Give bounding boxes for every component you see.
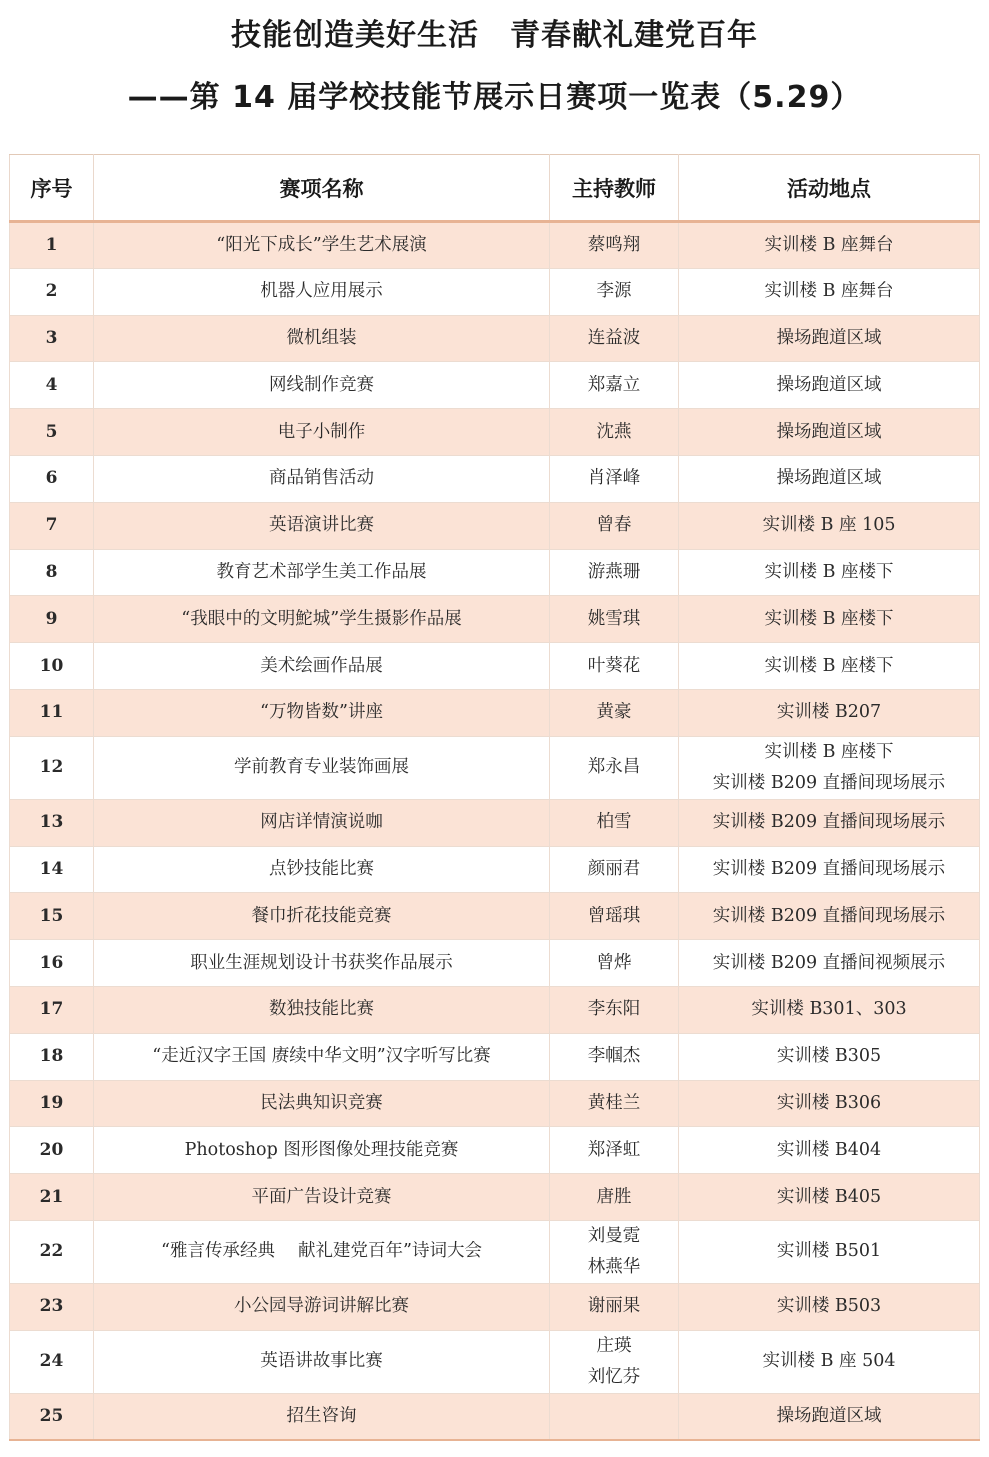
teacher-name: 姚雪琪 bbox=[587, 608, 641, 629]
location-line: 操场跑道区域 bbox=[776, 374, 882, 395]
table-row bbox=[10, 846, 980, 893]
host-teacher bbox=[550, 689, 679, 736]
table-row bbox=[10, 893, 980, 940]
location-line: 操场跑道区域 bbox=[776, 1405, 882, 1426]
event-location bbox=[679, 455, 980, 502]
event-name: 职业生涯规划设计书获奖作品展示 bbox=[94, 940, 550, 987]
event-location bbox=[679, 893, 980, 940]
location-line: 实训楼 B209 直播间现场展示 bbox=[712, 905, 946, 926]
table-body bbox=[10, 222, 980, 1441]
row-number: 14 bbox=[10, 846, 94, 893]
location-line: 实训楼 B 座舞台 bbox=[764, 234, 894, 255]
host-teacher bbox=[550, 596, 679, 643]
event-location bbox=[679, 940, 980, 987]
table-row bbox=[10, 799, 980, 846]
event-name: 网店详情演说咖 bbox=[94, 799, 550, 846]
location-line: 实训楼 B404 bbox=[776, 1139, 882, 1160]
row-number: 18 bbox=[10, 1033, 94, 1080]
row-number: 21 bbox=[10, 1174, 94, 1221]
table-row bbox=[10, 549, 980, 596]
row-number: 6 bbox=[10, 455, 94, 502]
host-teacher bbox=[550, 736, 679, 799]
event-name: 平面广告设计竞赛 bbox=[94, 1174, 550, 1221]
table-row bbox=[10, 1080, 980, 1127]
host-teacher bbox=[550, 268, 679, 315]
host-teacher bbox=[550, 643, 679, 690]
event-location bbox=[679, 502, 980, 549]
teacher-name: 刘曼霓 bbox=[587, 1225, 641, 1246]
table-row bbox=[10, 1393, 980, 1440]
table-row bbox=[10, 315, 980, 362]
row-number: 10 bbox=[10, 643, 94, 690]
teacher-name: 谢丽果 bbox=[587, 1296, 641, 1317]
teacher-name: 曾瑶琪 bbox=[587, 905, 641, 926]
teacher-name: 叶葵花 bbox=[587, 655, 641, 676]
event-name: 餐巾折花技能竞赛 bbox=[94, 893, 550, 940]
host-teacher bbox=[550, 1174, 679, 1221]
location-line: 实训楼 B305 bbox=[776, 1046, 882, 1067]
table-row bbox=[10, 596, 980, 643]
location-line: 实训楼 B 座楼下 bbox=[764, 655, 894, 676]
event-location bbox=[679, 409, 980, 456]
event-name: 英语讲故事比赛 bbox=[94, 1330, 550, 1393]
event-name: 点钞技能比赛 bbox=[94, 846, 550, 893]
teacher-name: 柏雪 bbox=[596, 812, 632, 833]
location-line: 实训楼 B209 直播间现场展示 bbox=[712, 772, 946, 793]
row-number: 7 bbox=[10, 502, 94, 549]
event-name: 民法典知识竞赛 bbox=[94, 1080, 550, 1127]
event-location bbox=[679, 689, 980, 736]
table-row bbox=[10, 940, 980, 987]
event-name: 英语演讲比赛 bbox=[94, 502, 550, 549]
event-location bbox=[679, 549, 980, 596]
teacher-name: 郑永昌 bbox=[587, 757, 641, 778]
host-teacher bbox=[550, 455, 679, 502]
location-line: 实训楼 B209 直播间视频展示 bbox=[712, 952, 946, 973]
row-number: 12 bbox=[10, 736, 94, 799]
table-row bbox=[10, 736, 980, 799]
column-header-event-name: 赛项名称 bbox=[94, 155, 550, 222]
row-number: 8 bbox=[10, 549, 94, 596]
row-number: 15 bbox=[10, 893, 94, 940]
location-line: 实训楼 B 座楼下 bbox=[764, 561, 894, 582]
location-line: 实训楼 B 座 504 bbox=[762, 1351, 896, 1372]
event-location bbox=[679, 596, 980, 643]
location-line: 实训楼 B306 bbox=[776, 1092, 882, 1113]
row-number: 24 bbox=[10, 1330, 94, 1393]
event-location bbox=[679, 846, 980, 893]
event-name: “走近汉字王国 赓续中华文明”汉字听写比赛 bbox=[94, 1033, 550, 1080]
event-name: “雅言传承经典 献礼建党百年”诗词大会 bbox=[94, 1220, 550, 1283]
event-location bbox=[679, 1033, 980, 1080]
host-teacher bbox=[550, 362, 679, 409]
teacher-name: 郑泽虹 bbox=[587, 1139, 641, 1160]
event-location bbox=[679, 1127, 980, 1174]
table-row bbox=[10, 1330, 980, 1393]
location-line: 操场跑道区域 bbox=[776, 327, 882, 348]
row-number: 17 bbox=[10, 986, 94, 1033]
event-location bbox=[679, 1330, 980, 1393]
teacher-name: 曾烨 bbox=[596, 952, 632, 973]
row-number: 5 bbox=[10, 409, 94, 456]
row-number: 23 bbox=[10, 1283, 94, 1330]
table-row bbox=[10, 1283, 980, 1330]
event-name: 电子小制作 bbox=[94, 409, 550, 456]
location-line: 实训楼 B 座舞台 bbox=[764, 281, 894, 302]
location-line: 实训楼 B301、303 bbox=[751, 999, 907, 1020]
location-line: 实训楼 B207 bbox=[776, 702, 882, 723]
page-title: 技能创造美好生活 青春献礼建党百年 bbox=[231, 18, 758, 53]
table-row bbox=[10, 222, 980, 269]
teacher-name: 黄桂兰 bbox=[587, 1092, 641, 1113]
event-name: Photoshop 图形图像处理技能竞赛 bbox=[94, 1127, 550, 1174]
teacher-name: 颜丽君 bbox=[587, 858, 641, 879]
location-line: 实训楼 B501 bbox=[776, 1241, 882, 1262]
table-row bbox=[10, 455, 980, 502]
row-number: 16 bbox=[10, 940, 94, 987]
location-line: 实训楼 B 座楼下 bbox=[764, 741, 894, 762]
location-line: 实训楼 B209 直播间现场展示 bbox=[712, 812, 946, 833]
teacher-name: 李源 bbox=[596, 281, 632, 302]
table-row bbox=[10, 1033, 980, 1080]
host-teacher bbox=[550, 502, 679, 549]
location-line: 操场跑道区域 bbox=[776, 421, 882, 442]
row-number: 3 bbox=[10, 315, 94, 362]
teacher-name: 沈燕 bbox=[596, 421, 632, 442]
table-row bbox=[10, 502, 980, 549]
teacher-name: 唐胜 bbox=[596, 1186, 632, 1207]
event-location bbox=[679, 736, 980, 799]
row-number: 22 bbox=[10, 1220, 94, 1283]
page-subtitle: ——第 14 届学校技能节展示日赛项一览表（5.29） bbox=[127, 80, 862, 115]
teacher-name: 林燕华 bbox=[587, 1256, 641, 1277]
event-location bbox=[679, 1393, 980, 1440]
teacher-name: 肖泽峰 bbox=[587, 468, 641, 489]
host-teacher bbox=[550, 799, 679, 846]
table-row bbox=[10, 689, 980, 736]
row-number: 19 bbox=[10, 1080, 94, 1127]
events-table bbox=[9, 154, 980, 1441]
host-teacher bbox=[550, 893, 679, 940]
teacher-name: 黄豪 bbox=[596, 702, 632, 723]
host-teacher bbox=[550, 1330, 679, 1393]
event-name: 教育艺术部学生美工作品展 bbox=[94, 549, 550, 596]
location-line: 实训楼 B 座楼下 bbox=[764, 608, 894, 629]
teacher-name: 庄瑛 bbox=[596, 1335, 632, 1356]
event-name: “我眼中的文明鮀城”学生摄影作品展 bbox=[94, 596, 550, 643]
teacher-name: 李帼杰 bbox=[587, 1046, 641, 1067]
event-location bbox=[679, 643, 980, 690]
event-name: 微机组装 bbox=[94, 315, 550, 362]
event-location bbox=[679, 1220, 980, 1283]
column-header-location: 活动地点 bbox=[679, 155, 980, 222]
row-number: 9 bbox=[10, 596, 94, 643]
host-teacher bbox=[550, 1127, 679, 1174]
row-number: 4 bbox=[10, 362, 94, 409]
event-name: 网线制作竞赛 bbox=[94, 362, 550, 409]
event-location bbox=[679, 315, 980, 362]
row-number: 13 bbox=[10, 799, 94, 846]
event-name: “万物皆数”讲座 bbox=[94, 689, 550, 736]
table-row bbox=[10, 1220, 980, 1283]
event-location bbox=[679, 986, 980, 1033]
column-header-host-teacher: 主持教师 bbox=[550, 155, 679, 222]
row-number: 1 bbox=[10, 222, 94, 269]
teacher-name: 曾春 bbox=[596, 515, 632, 536]
table-row bbox=[10, 362, 980, 409]
row-number: 25 bbox=[10, 1393, 94, 1440]
host-teacher bbox=[550, 846, 679, 893]
location-line: 实训楼 B503 bbox=[776, 1296, 882, 1317]
host-teacher bbox=[550, 1080, 679, 1127]
event-location bbox=[679, 222, 980, 269]
table-row bbox=[10, 1127, 980, 1174]
event-location bbox=[679, 268, 980, 315]
host-teacher bbox=[550, 315, 679, 362]
event-location bbox=[679, 799, 980, 846]
table-row bbox=[10, 643, 980, 690]
teacher-name: 郑嘉立 bbox=[587, 374, 641, 395]
event-name: 招生咨询 bbox=[94, 1393, 550, 1440]
location-line: 操场跑道区域 bbox=[776, 468, 882, 489]
table-header-row bbox=[10, 155, 980, 222]
row-number: 20 bbox=[10, 1127, 94, 1174]
host-teacher bbox=[550, 1033, 679, 1080]
event-name: 商品销售活动 bbox=[94, 455, 550, 502]
row-number: 2 bbox=[10, 268, 94, 315]
table-row bbox=[10, 986, 980, 1033]
teacher-name: 连益波 bbox=[587, 327, 641, 348]
host-teacher bbox=[550, 940, 679, 987]
table-row bbox=[10, 409, 980, 456]
location-line: 实训楼 B 座 105 bbox=[762, 515, 896, 536]
event-name: 学前教育专业装饰画展 bbox=[94, 736, 550, 799]
column-header-number: 序号 bbox=[10, 155, 94, 222]
event-location bbox=[679, 1080, 980, 1127]
teacher-name: 李东阳 bbox=[587, 999, 641, 1020]
teacher-name: 刘忆芬 bbox=[587, 1366, 641, 1387]
event-name: 数独技能比赛 bbox=[94, 986, 550, 1033]
event-name: “阳光下成长”学生艺术展演 bbox=[94, 222, 550, 269]
host-teacher bbox=[550, 409, 679, 456]
location-line: 实训楼 B209 直播间现场展示 bbox=[712, 858, 946, 879]
event-location bbox=[679, 1174, 980, 1221]
host-teacher bbox=[550, 986, 679, 1033]
row-number: 11 bbox=[10, 689, 94, 736]
host-teacher bbox=[550, 1393, 679, 1440]
event-name: 机器人应用展示 bbox=[94, 268, 550, 315]
event-name: 小公园导游词讲解比赛 bbox=[94, 1283, 550, 1330]
host-teacher bbox=[550, 1283, 679, 1330]
location-line: 实训楼 B405 bbox=[776, 1186, 882, 1207]
event-name: 美术绘画作品展 bbox=[94, 643, 550, 690]
table-row bbox=[10, 1174, 980, 1221]
host-teacher bbox=[550, 549, 679, 596]
table-row bbox=[10, 268, 980, 315]
event-location bbox=[679, 1283, 980, 1330]
host-teacher bbox=[550, 1220, 679, 1283]
teacher-name: 游燕珊 bbox=[587, 561, 641, 582]
teacher-name: 蔡鸣翔 bbox=[587, 234, 641, 255]
host-teacher bbox=[550, 222, 679, 269]
event-location bbox=[679, 362, 980, 409]
